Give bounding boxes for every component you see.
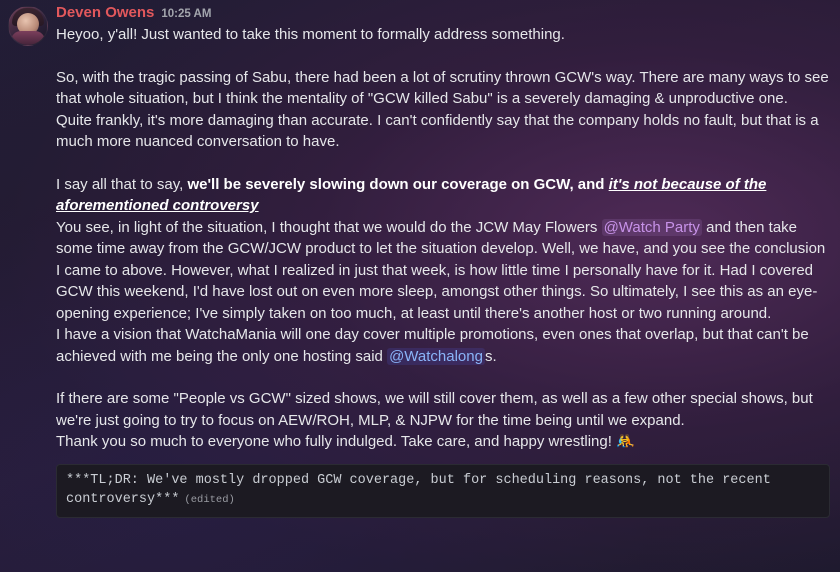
mention-watch-party[interactable]: @Watch Party bbox=[603, 218, 700, 236]
paragraph-vision bbox=[56, 324, 830, 367]
paragraph-spacer bbox=[56, 46, 830, 67]
announcement-bold: we'll be severely slowing down our coverage on GCW, and bbox=[187, 175, 609, 193]
avatar-body bbox=[11, 31, 45, 45]
paragraph-spacer-3 bbox=[56, 367, 830, 388]
vision-part-b: s. bbox=[484, 347, 497, 365]
explanation-part-b: and then take some time away from the GCW/JCW product to let the situation develop. Well, we have, and you see the conclusion I came to above. However, what I realized in just that week, is how little time I personally have for it. Had I covered GCW this weekend, I'd have lost out on even more sleep, amongst other things. So ultimately, I see this as an eye-opening experience; I've simply taken on too much, at least until there's another host or two running around. bbox=[56, 218, 826, 322]
vision-part-a: I have a vision that WatchaMania will one day cover multiple promotions, even ones that overlap, but that can't be achieved with me being the only one hosting said bbox=[56, 326, 809, 365]
paragraph-explanation bbox=[56, 217, 830, 325]
thanks-text: Thank you so much to everyone who fully indulged. Take care, and happy wrestling! bbox=[56, 433, 617, 450]
paragraph-spacer-2 bbox=[56, 153, 830, 174]
message-timestamp: 10:25 AM bbox=[161, 8, 212, 20]
message-author[interactable]: Deven Owens bbox=[56, 4, 155, 21]
code-block-tldr bbox=[56, 464, 830, 518]
code-block-text: ***TL;DR: We've mostly dropped GCW coverage, but for scheduling reasons, not the recent controversy*** bbox=[66, 472, 779, 507]
edited-label: (edited) bbox=[184, 493, 235, 506]
mention-watchalong[interactable]: @Watchalong bbox=[389, 347, 483, 365]
paragraph-announcement bbox=[56, 174, 830, 217]
message-header bbox=[56, 4, 830, 22]
wrestlers-emoji: 🤼 bbox=[616, 433, 635, 450]
announcement-emphasis: it's not because of the aforementioned controversy bbox=[56, 175, 767, 214]
announcement-lead: I say all that to say, bbox=[56, 175, 188, 193]
paragraph-sabu-context: So, with the tragic passing of Sabu, there had been a lot of scrutiny thrown GCW's way. There are many ways to see that whole situation, but I think the mentality of "GCW killed Sabu" is a severely damaging & unproductive one. bbox=[56, 68, 829, 107]
explanation-part-a: You see, in light of the situation, I thought that we would do the JCW May Flowers bbox=[56, 218, 602, 236]
paragraph-future-coverage: If there are some "People vs GCW" sized shows, we will still cover them, as well as a few other special shows, but we're just going to try to focus on AEW/ROH, MLP, & NJPW for the time being until we expand. bbox=[56, 390, 813, 429]
paragraph-nuance: Quite frankly, it's more damaging than accurate. I can't confidently say that the company holds no fault, but that is a much more nuanced conversation to have. bbox=[56, 111, 819, 150]
paragraph-intro: Heyoo, y'all! Just wanted to take this moment to formally address something. bbox=[56, 26, 565, 43]
paragraph-thanks bbox=[56, 431, 830, 453]
message-body bbox=[56, 4, 830, 518]
avatar[interactable] bbox=[8, 6, 48, 46]
